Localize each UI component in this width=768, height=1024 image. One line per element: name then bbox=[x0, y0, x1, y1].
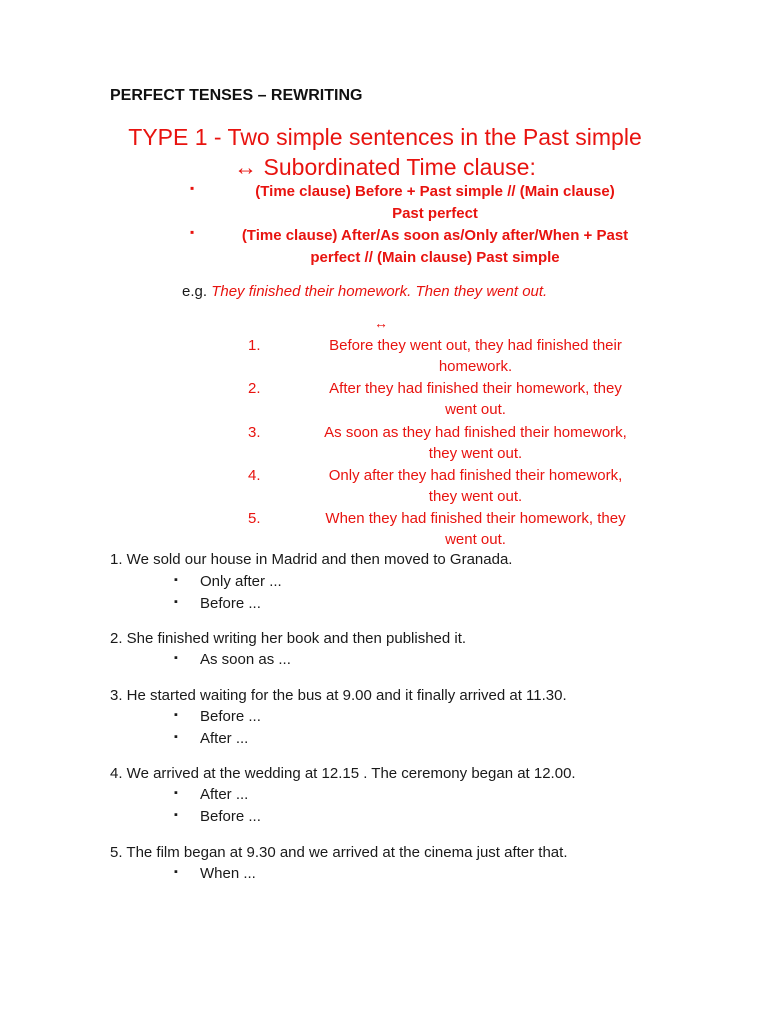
rewrite-number: 5. bbox=[248, 510, 261, 527]
rewrite-item bbox=[240, 378, 670, 420]
rewrite-number: 4. bbox=[248, 467, 261, 484]
type1-heading-line1: TYPE 1 - Two simple sentences in the Past simple bbox=[128, 124, 642, 150]
prompt-text: After ... bbox=[200, 730, 249, 747]
example-sentence bbox=[182, 283, 547, 300]
rewrite-number: 2. bbox=[248, 380, 261, 397]
bullet-icon: ▪ bbox=[190, 225, 195, 239]
bullet-icon: ▪ bbox=[174, 652, 178, 664]
exercise-question: 2. She finished writing her book and then published it. bbox=[110, 630, 467, 647]
prompt-text: When ... bbox=[200, 865, 256, 882]
rule-item bbox=[190, 225, 666, 269]
rewrite-line: they went out. bbox=[428, 488, 523, 505]
exercise-prompt bbox=[174, 808, 261, 825]
rewrite-item bbox=[240, 465, 670, 507]
example-text: They finished their homework. Then they went out. bbox=[211, 283, 548, 300]
rule-line: Past perfect bbox=[392, 205, 478, 222]
bullet-icon: ▪ bbox=[174, 866, 178, 878]
rewrite-line: As soon as they had finished their homework, bbox=[324, 424, 627, 441]
exercise-question: 4. We arrived at the wedding at 12.15 . The ceremony began at 12.00. bbox=[110, 765, 576, 782]
rewrite-item bbox=[240, 508, 670, 550]
rewrite-line: they went out. bbox=[428, 445, 523, 462]
arrow-icon: ↔ bbox=[374, 315, 388, 331]
exercise-question: 5. The film began at 9.30 and we arrived at the cinema just after that. bbox=[110, 844, 568, 861]
rule-item bbox=[190, 181, 666, 225]
rewrite-number: 1. bbox=[248, 337, 261, 354]
bullet-icon: ▪ bbox=[174, 809, 178, 821]
rewrite-number: 3. bbox=[248, 424, 261, 441]
example-prefix: e.g. bbox=[182, 283, 208, 300]
rewrite-item bbox=[240, 335, 670, 377]
rule-line: (Time clause) Before + Past simple // (Main clause) bbox=[255, 183, 615, 200]
prompt-text: As soon as ... bbox=[200, 651, 291, 668]
rewrite-line: went out. bbox=[445, 401, 506, 418]
exercise-prompt bbox=[174, 730, 248, 747]
exercise-prompt bbox=[174, 595, 261, 612]
exercise-prompt bbox=[174, 651, 291, 668]
bullet-icon: ▪ bbox=[190, 181, 195, 195]
rewrite-line: When they had finished their homework, they bbox=[325, 510, 626, 527]
exercise-question: 3. He started waiting for the bus at 9.00 and it finally arrived at 11.30. bbox=[110, 687, 567, 704]
rule-line: perfect // (Main clause) Past simple bbox=[310, 249, 560, 266]
rewrite-line: Only after they had finished their homework, bbox=[328, 467, 623, 484]
bullet-icon: ▪ bbox=[174, 709, 178, 721]
rewrite-line: Before they went out, they had finished their bbox=[329, 337, 622, 354]
exercise-prompt bbox=[174, 573, 282, 590]
prompt-text: Before ... bbox=[200, 708, 261, 725]
bullet-icon: ▪ bbox=[174, 787, 178, 799]
exercise-prompt bbox=[174, 708, 261, 725]
prompt-text: Before ... bbox=[200, 808, 261, 825]
rewrite-item bbox=[240, 422, 670, 464]
rewrite-line: After they had finished their homework, they bbox=[329, 380, 622, 397]
prompt-text: After ... bbox=[200, 786, 249, 803]
bullet-icon: ▪ bbox=[174, 574, 178, 586]
exercise-question: 1. We sold our house in Madrid and then moved to Granada. bbox=[110, 551, 513, 568]
rewrite-line: went out. bbox=[445, 531, 506, 548]
page-title: PERFECT TENSES – REWRITING bbox=[110, 87, 363, 104]
rule-line: (Time clause) After/As soon as/Only after/When + Past bbox=[241, 227, 629, 244]
exercise-prompt bbox=[174, 865, 256, 882]
type1-heading-line2: ↔ Subordinated Time clause: bbox=[234, 154, 536, 180]
type1-heading bbox=[110, 122, 660, 182]
rewrite-line: homework. bbox=[438, 358, 513, 375]
prompt-text: Only after ... bbox=[200, 573, 282, 590]
exercise-prompt bbox=[174, 786, 248, 803]
bullet-icon: ▪ bbox=[174, 596, 178, 608]
bullet-icon: ▪ bbox=[174, 731, 178, 743]
prompt-text: Before ... bbox=[200, 595, 261, 612]
